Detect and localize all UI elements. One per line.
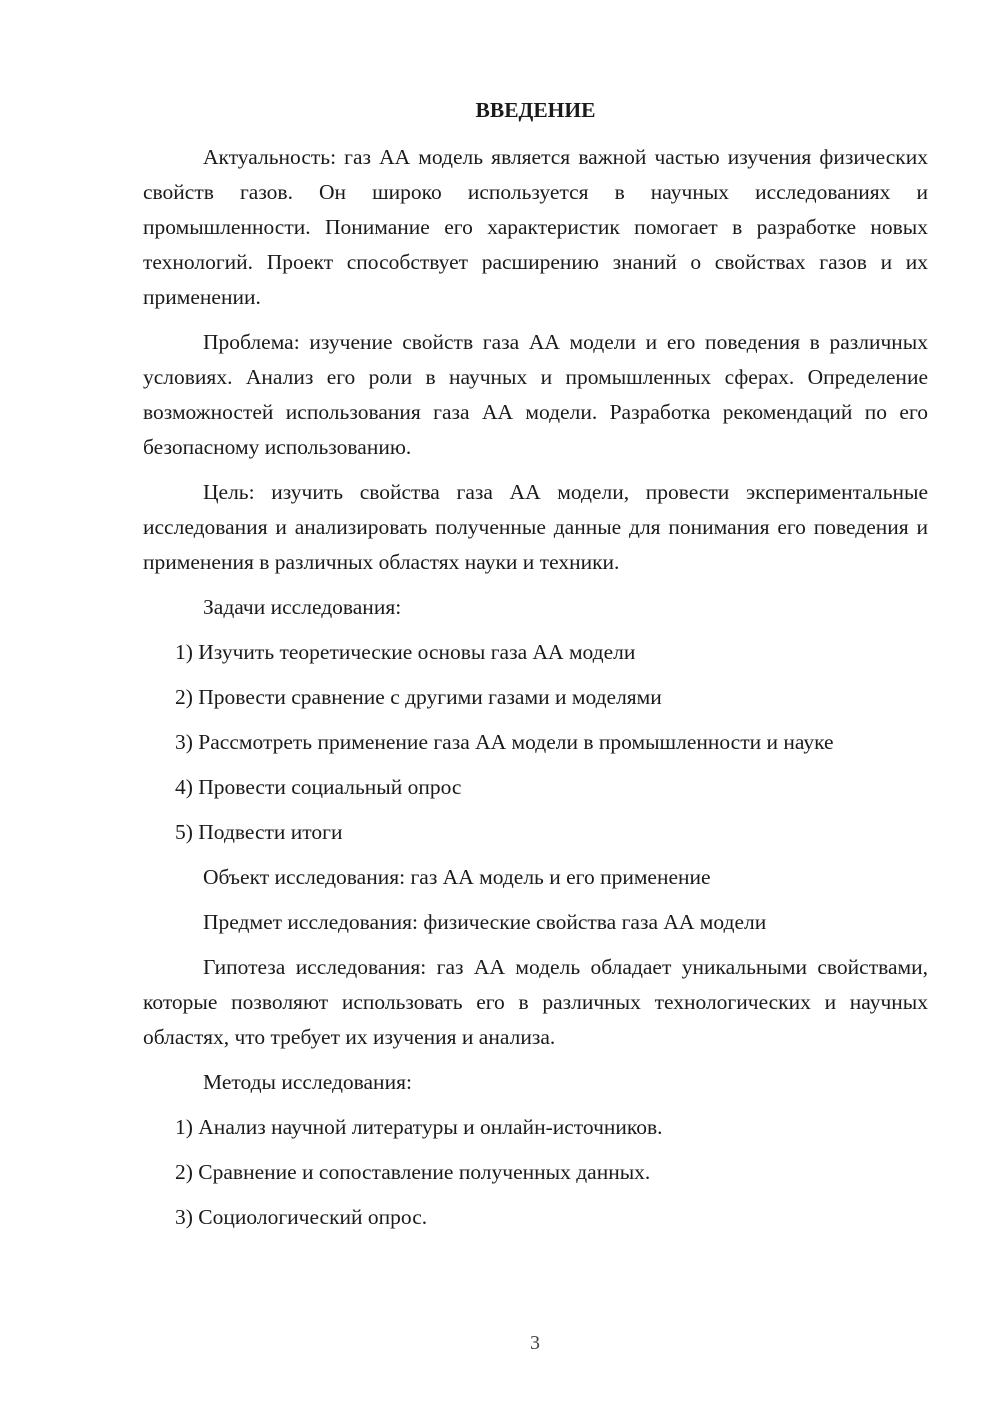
document-page	[143, 95, 928, 1245]
problem-paragraph: Проблема: изучение свойств газа АА модели и его поведения в различных условиях. Анализ его роли в научных и промышленных сферах. Определение возможностей использования газа АА модели. Разработка рекомендаций по его безопасному использованию.	[143, 330, 928, 459]
task-item-5: 5) Подвести итоги	[175, 820, 343, 844]
task-item-3: 3) Рассмотреть применение газа АА модели в промышленности и науке	[175, 730, 834, 754]
relevance-paragraph: Актуальность: газ АА модель является важной частью изучения физических свойств газов. Он широко используется в научных исследованиях и промышленности. Понимание его характеристик помогает в разработке новых технологий. Проект способствует расширению знаний о свойствах газов и их применении.	[143, 145, 928, 309]
tasks-heading: Задачи исследования:	[203, 595, 402, 619]
methods-heading: Методы исследования:	[203, 1070, 412, 1094]
page-number: 3	[530, 1332, 540, 1354]
hypothesis-paragraph: Гипотеза исследования: газ АА модель обладает уникальными свойствами, которые позволяют использовать его в различных технологических и научных областях, что требует их изучения и анализа.	[143, 955, 928, 1049]
method-item-1: 1) Анализ научной литературы и онлайн-источников.	[175, 1115, 663, 1139]
task-item-4: 4) Провести социальный опрос	[175, 775, 462, 799]
page-title: ВВЕДЕНИЕ	[475, 98, 596, 122]
research-object: Объект исследования: газ АА модель и его применение	[203, 865, 711, 889]
task-item-1: 1) Изучить теоретические основы газа АА модели	[175, 640, 636, 664]
goal-paragraph: Цель: изучить свойства газа АА модели, провести экспериментальные исследования и анализировать полученные данные для понимания его поведения и применения в различных областях науки и техники.	[143, 480, 928, 574]
method-item-2: 2) Сравнение и сопоставление полученных данных.	[175, 1160, 651, 1184]
method-item-3: 3) Социологический опрос.	[175, 1205, 428, 1229]
task-item-2: 2) Провести сравнение с другими газами и моделями	[175, 685, 662, 709]
research-subject: Предмет исследования: физические свойства газа АА модели	[203, 910, 767, 934]
